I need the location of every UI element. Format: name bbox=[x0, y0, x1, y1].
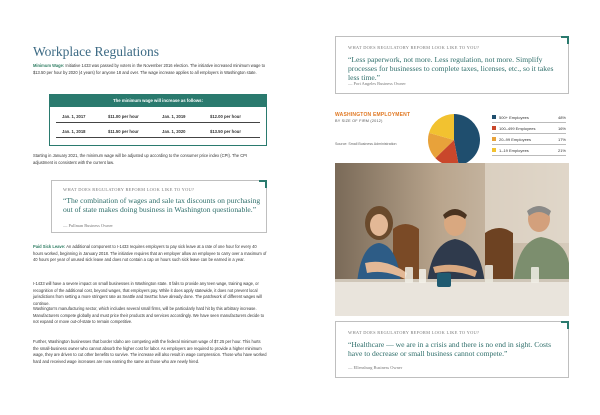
quote-box-ellensburg bbox=[335, 321, 569, 378]
chart-subtitle: BY SIZE OF FIRM (2012) bbox=[335, 119, 383, 123]
wage-table-row bbox=[50, 126, 266, 138]
wage-date: Jan. 1, 2017 bbox=[62, 114, 86, 119]
chart-legend bbox=[492, 112, 566, 156]
border-paragraph: Further, Washington businesses that border Idaho are competing with the federal minimum wage of $7.25 per hour. This hurts the small-business owner who cannot absorb the higher cost for labor. As employers are required to provide a higher minimum wage, they are driven to cut other benefits to survive. The increase will also result in wage compression. Those who have worked hard and received wage increases are now earning the same as those who are newly hired. bbox=[33, 339, 267, 364]
quote-attribution: — Ellensburg Business Owner bbox=[348, 365, 403, 370]
legend-swatch bbox=[492, 115, 496, 119]
manufacturing-paragraph: Washington's manufacturing sector, which includes several small firms, will be particularly hard hit by this arbitrary increase. Manufacturers compete globally and must price their products and services accordingly. We have seen manufacturers decide to not expand or move out-of-state to remain competitive. bbox=[33, 306, 265, 325]
row-divider bbox=[56, 122, 260, 123]
quote-box-pullman bbox=[51, 180, 267, 233]
quote-text: “The combination of wages and sale tax discounts on purchasing out of state makes doing business in Washington questionable.” bbox=[63, 196, 261, 215]
legend-row bbox=[492, 134, 566, 145]
legend-row bbox=[492, 112, 566, 123]
wage-rate: $11.50 per hour bbox=[108, 129, 139, 134]
legend-row bbox=[492, 123, 566, 134]
legend-value: 17% bbox=[557, 137, 566, 142]
legend-value: 16% bbox=[557, 126, 566, 131]
quote-text: “Healthcare — we are in a crisis and there is no end in sight. Costs have to decrease or small business cannot compete.” bbox=[348, 340, 552, 359]
min-wage-table bbox=[49, 94, 267, 146]
legend-swatch bbox=[492, 137, 496, 141]
pie-slice-1 bbox=[454, 114, 480, 166]
wage-rate: $13.50 per hour bbox=[210, 129, 241, 134]
row-divider bbox=[56, 137, 260, 138]
wage-rate: $12.00 per hour bbox=[210, 114, 241, 119]
legend-label: 1–19 Employees bbox=[499, 148, 529, 153]
quote-label: WHAT DOES REGULATORY REFORM LOOK LIKE TO YOU? bbox=[348, 330, 480, 335]
wage-date: Jan. 1, 2018 bbox=[62, 129, 86, 134]
legend-label: 20–99 Employees bbox=[499, 137, 532, 142]
chart-source: Source: Small Business Administration bbox=[335, 142, 397, 146]
wage-date: Jan. 1, 2020 bbox=[162, 129, 186, 134]
quote-attribution: — Pullman Business Owner bbox=[63, 223, 113, 228]
statewide-paragraph: I-1433 will have a severe impact on small businesses in Washington state. It fails to provide any teen wage, training wage, or recognition of the additional cost, beyond wages, that employers pay. While it does apply statewide, it does not prevent local jurisdictions from setting a more stringent rate as Seattle and SeaTac have already done. The patchwork of different wages will continue. bbox=[33, 281, 262, 306]
quote-corner-accent bbox=[561, 36, 569, 44]
quote-corner-accent bbox=[561, 321, 569, 329]
legend-value: 48% bbox=[557, 115, 566, 120]
quote-box-port-angeles bbox=[335, 36, 569, 94]
cpi-paragraph: Starting in January 2021, the minimum wage will be adjusted up according to the consumer price index (CPI). The CPI adjustment is consistent with the current law. bbox=[33, 153, 248, 165]
legend-row bbox=[492, 145, 566, 156]
legend-label: 500+ Employees bbox=[499, 115, 529, 120]
legend-value: 21% bbox=[557, 148, 566, 153]
wage-table-header: The minimum wage will increase as follows: bbox=[50, 95, 266, 107]
quote-label: WHAT DOES REGULATORY REFORM LOOK LIKE TO YOU? bbox=[63, 187, 195, 192]
quote-corner-accent bbox=[259, 180, 267, 188]
chart-title: WASHINGTON EMPLOYMENT bbox=[335, 112, 411, 118]
sick-leave-lead: Paid Sick Leave: bbox=[33, 244, 66, 249]
business-owners-photo bbox=[335, 163, 569, 316]
quote-attribution: — Port Angeles Business Owner bbox=[348, 81, 406, 86]
legend-swatch bbox=[492, 148, 496, 152]
wage-rate: $11.00 per hour bbox=[108, 114, 139, 119]
min-wage-text: Initiative 1433 was passed by voters in the November 2016 election. The initiative increased minimum wage to $13.50 per hour by 2020 (4 years) for anyone 18 and over. The wage increase applies to all employers in Washington state. bbox=[33, 63, 266, 75]
quote-label: WHAT DOES REGULATORY REFORM LOOK LIKE TO YOU? bbox=[348, 45, 480, 50]
min-wage-lead: Minimum Wage: bbox=[33, 63, 65, 68]
page-title: Workplace Regulations bbox=[33, 44, 160, 59]
wage-date: Jan. 1, 2019 bbox=[162, 114, 186, 119]
employment-pie-chart bbox=[427, 113, 481, 167]
legend-swatch bbox=[492, 126, 496, 130]
legend-label: 100–499 Employees bbox=[499, 126, 536, 131]
sick-leave-paragraph bbox=[33, 244, 267, 264]
sick-leave-text: An additional component to I-1433 requires employers to pay sick leave at a rate of one hour for every 40 hours worked, beginning in January 2018. The initiative requires that an employer allow an employee to carry over a maximum of 40 hours per year of unused sick leave and does not contain a cap on hours such sick leave can be earned in a year. bbox=[33, 244, 267, 263]
min-wage-paragraph bbox=[33, 63, 267, 76]
quote-text: “Less paperwork, not more. Less regulation, not more. Simplify processes for businesses to complete taxes, licenses, etc., so it takes less time.” bbox=[348, 55, 554, 83]
wage-table-row bbox=[50, 111, 266, 123]
